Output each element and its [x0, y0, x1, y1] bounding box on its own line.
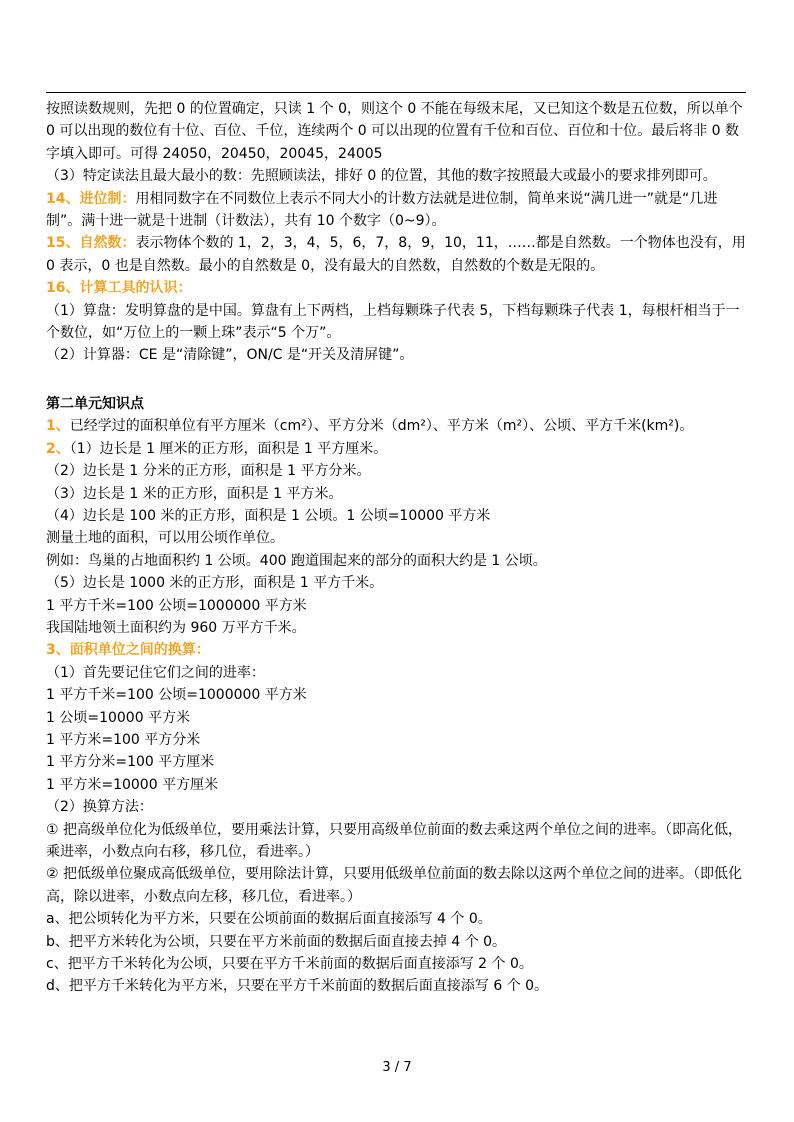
unit2-heading: 第二单元知识点	[46, 395, 144, 412]
header-rule	[46, 92, 746, 93]
page-number: 3 / 7	[382, 1060, 412, 1075]
unit2-conv-line: 1 平方千米=100 公顷=1000000 平方米	[46, 687, 307, 704]
unit2-conv-line: ① 把高级单位化为低级单位，要用乘法计算，只要用高级单位前面的数去乘这两个单位之间的进率。（即高化低，乘进率，小数点向右移，移几位，看进率。）	[46, 821, 742, 860]
unit2-conv-line: d、把平方千米转化为平方米，只要在平方千米前面的数据后面直接添写 6 个 0。	[46, 978, 549, 995]
paragraph-reading-rule: 按照读数规则，先把 0 的位置确定，只读 1 个 0，则这个 0 不能在每级末尾，又已知这个数是五位数，所以单个 0 可以出现的数位有十位、百位、千位，连续两个 0 可以出现的位置有千位和百位、百位和十位。最后将非 0 数字填入即可。可得 24050，20450，20045，24005	[46, 101, 743, 162]
unit2-conv-line: 1 公顷=10000 平方米	[46, 709, 191, 726]
item-14	[46, 188, 748, 233]
unit2-conv-line: 1 平方米=10000 平方厘米	[46, 776, 219, 793]
unit2-line: （3）边长是 1 米的正方形，面积是 1 平方米。	[46, 485, 343, 502]
section-gap	[46, 367, 748, 393]
unit2-conv-line: 1 平方米=100 平方分米	[46, 731, 201, 748]
unit2-conv-line: 1 平方分米=100 平方厘米	[46, 754, 215, 771]
item-14-text: 用相同数字在不同数位上表示不同大小的计数方法就是进位制，简单来说“满几进一”就是“几进制”。满十进一就是十进制（计数法），共有 10 个数字（0~9）。	[46, 190, 718, 230]
unit2-line: （2）边长是 1 分米的正方形，面积是 1 平方分米。	[46, 463, 371, 480]
unit2-conv-line: ② 把低级单位聚成高低级单位，要用除法计算，只要用低级单位前面的数去除以这两个单位之间的进率。（即低化高，除以进率，小数点向左移，移几位，看进率。）	[46, 866, 742, 905]
unit2-conv-line: a、把公顷转化为平方米，只要在公顷前面的数据后面直接添写 4 个 0。	[46, 911, 492, 928]
item-15-label: 15、自然数：	[46, 235, 136, 252]
item-16-abacus: （1）算盘：发明算盘的是中国。算盘有上下两档，上档每颗珠子代表 5，下档每颗珠子代表 1，每根杆相当于一个数位，如“万位上的一颗上珠”表示“5 个万”。	[46, 302, 740, 342]
unit2-item-2-text: （1）边长是 1 厘米的正方形，面积是 1 平方厘米。	[69, 440, 388, 457]
unit2-line: （5）边长是 1000 米的正方形，面积是 1 平方千米。	[46, 575, 384, 592]
unit2-item-3-label: 3、面积单位之间的换算：	[46, 642, 210, 659]
item-16-calculator: （2）计算器：CE 是“清除键”，ON/C 是“开关及清屏键”。	[46, 347, 414, 364]
paragraph-special-reading: （3）特定读法且最大最小的数：先照顾读法，排好 0 的位置，其他的数字按照最大或最小的要求排列即可。	[46, 168, 717, 185]
item-16-label: 16、计算工具的认识：	[46, 280, 192, 297]
unit2-item-2	[46, 438, 748, 460]
unit2-item-1-text: 已经学过的面积单位有平方厘米（cm²）、平方分米（dm²）、平方米（m²）、公顷、平方千米(km²)。	[69, 418, 694, 435]
unit2-item-2-label: 2、	[46, 440, 70, 457]
unit2-conv-line: c、把平方千米转化为公顷，只要在平方千米前面的数据后面直接添写 2 个 0。	[46, 956, 533, 973]
item-15-text: 表示物体个数的 1，2，3，4，5，6，7，8，9，10，11，……都是自然数。一个物体也没有，用 0 表示，0 也是自然数。最小的自然数是 0，没有最大的自然数，自然数的个数是无限的。	[46, 235, 746, 274]
unit2-conv-line: （1）首先要记住它们之间的进率：	[46, 664, 265, 681]
unit2-conv-line: （2）换算方法：	[46, 799, 153, 816]
unit2-item-1-label: 1、	[46, 418, 70, 435]
unit2-line: （4）边长是 100 米的正方形，面积是 1 公顷。1 公顷=10000 平方米	[46, 507, 491, 524]
unit2-line: 例如：鸟巢的占地面积约 1 公顷。400 跑道围起来的部分的面积大约是 1 公顷。	[46, 552, 547, 569]
unit2-item-1	[46, 415, 748, 437]
page-content	[46, 98, 748, 998]
item-15	[46, 232, 748, 277]
unit2-line: 测量土地的面积，可以用公顷作单位。	[46, 530, 284, 547]
unit2-line: 我国陆地领土面积约为 960 万平方千米。	[46, 619, 306, 636]
item-14-label: 14、进位制：	[46, 190, 136, 207]
unit2-conv-line: b、把平方米转化为公顷，只要在平方米前面的数据后面直接去掉 4 个 0。	[46, 933, 507, 950]
unit2-line: 1 平方千米=100 公顷=1000000 平方米	[46, 597, 307, 614]
